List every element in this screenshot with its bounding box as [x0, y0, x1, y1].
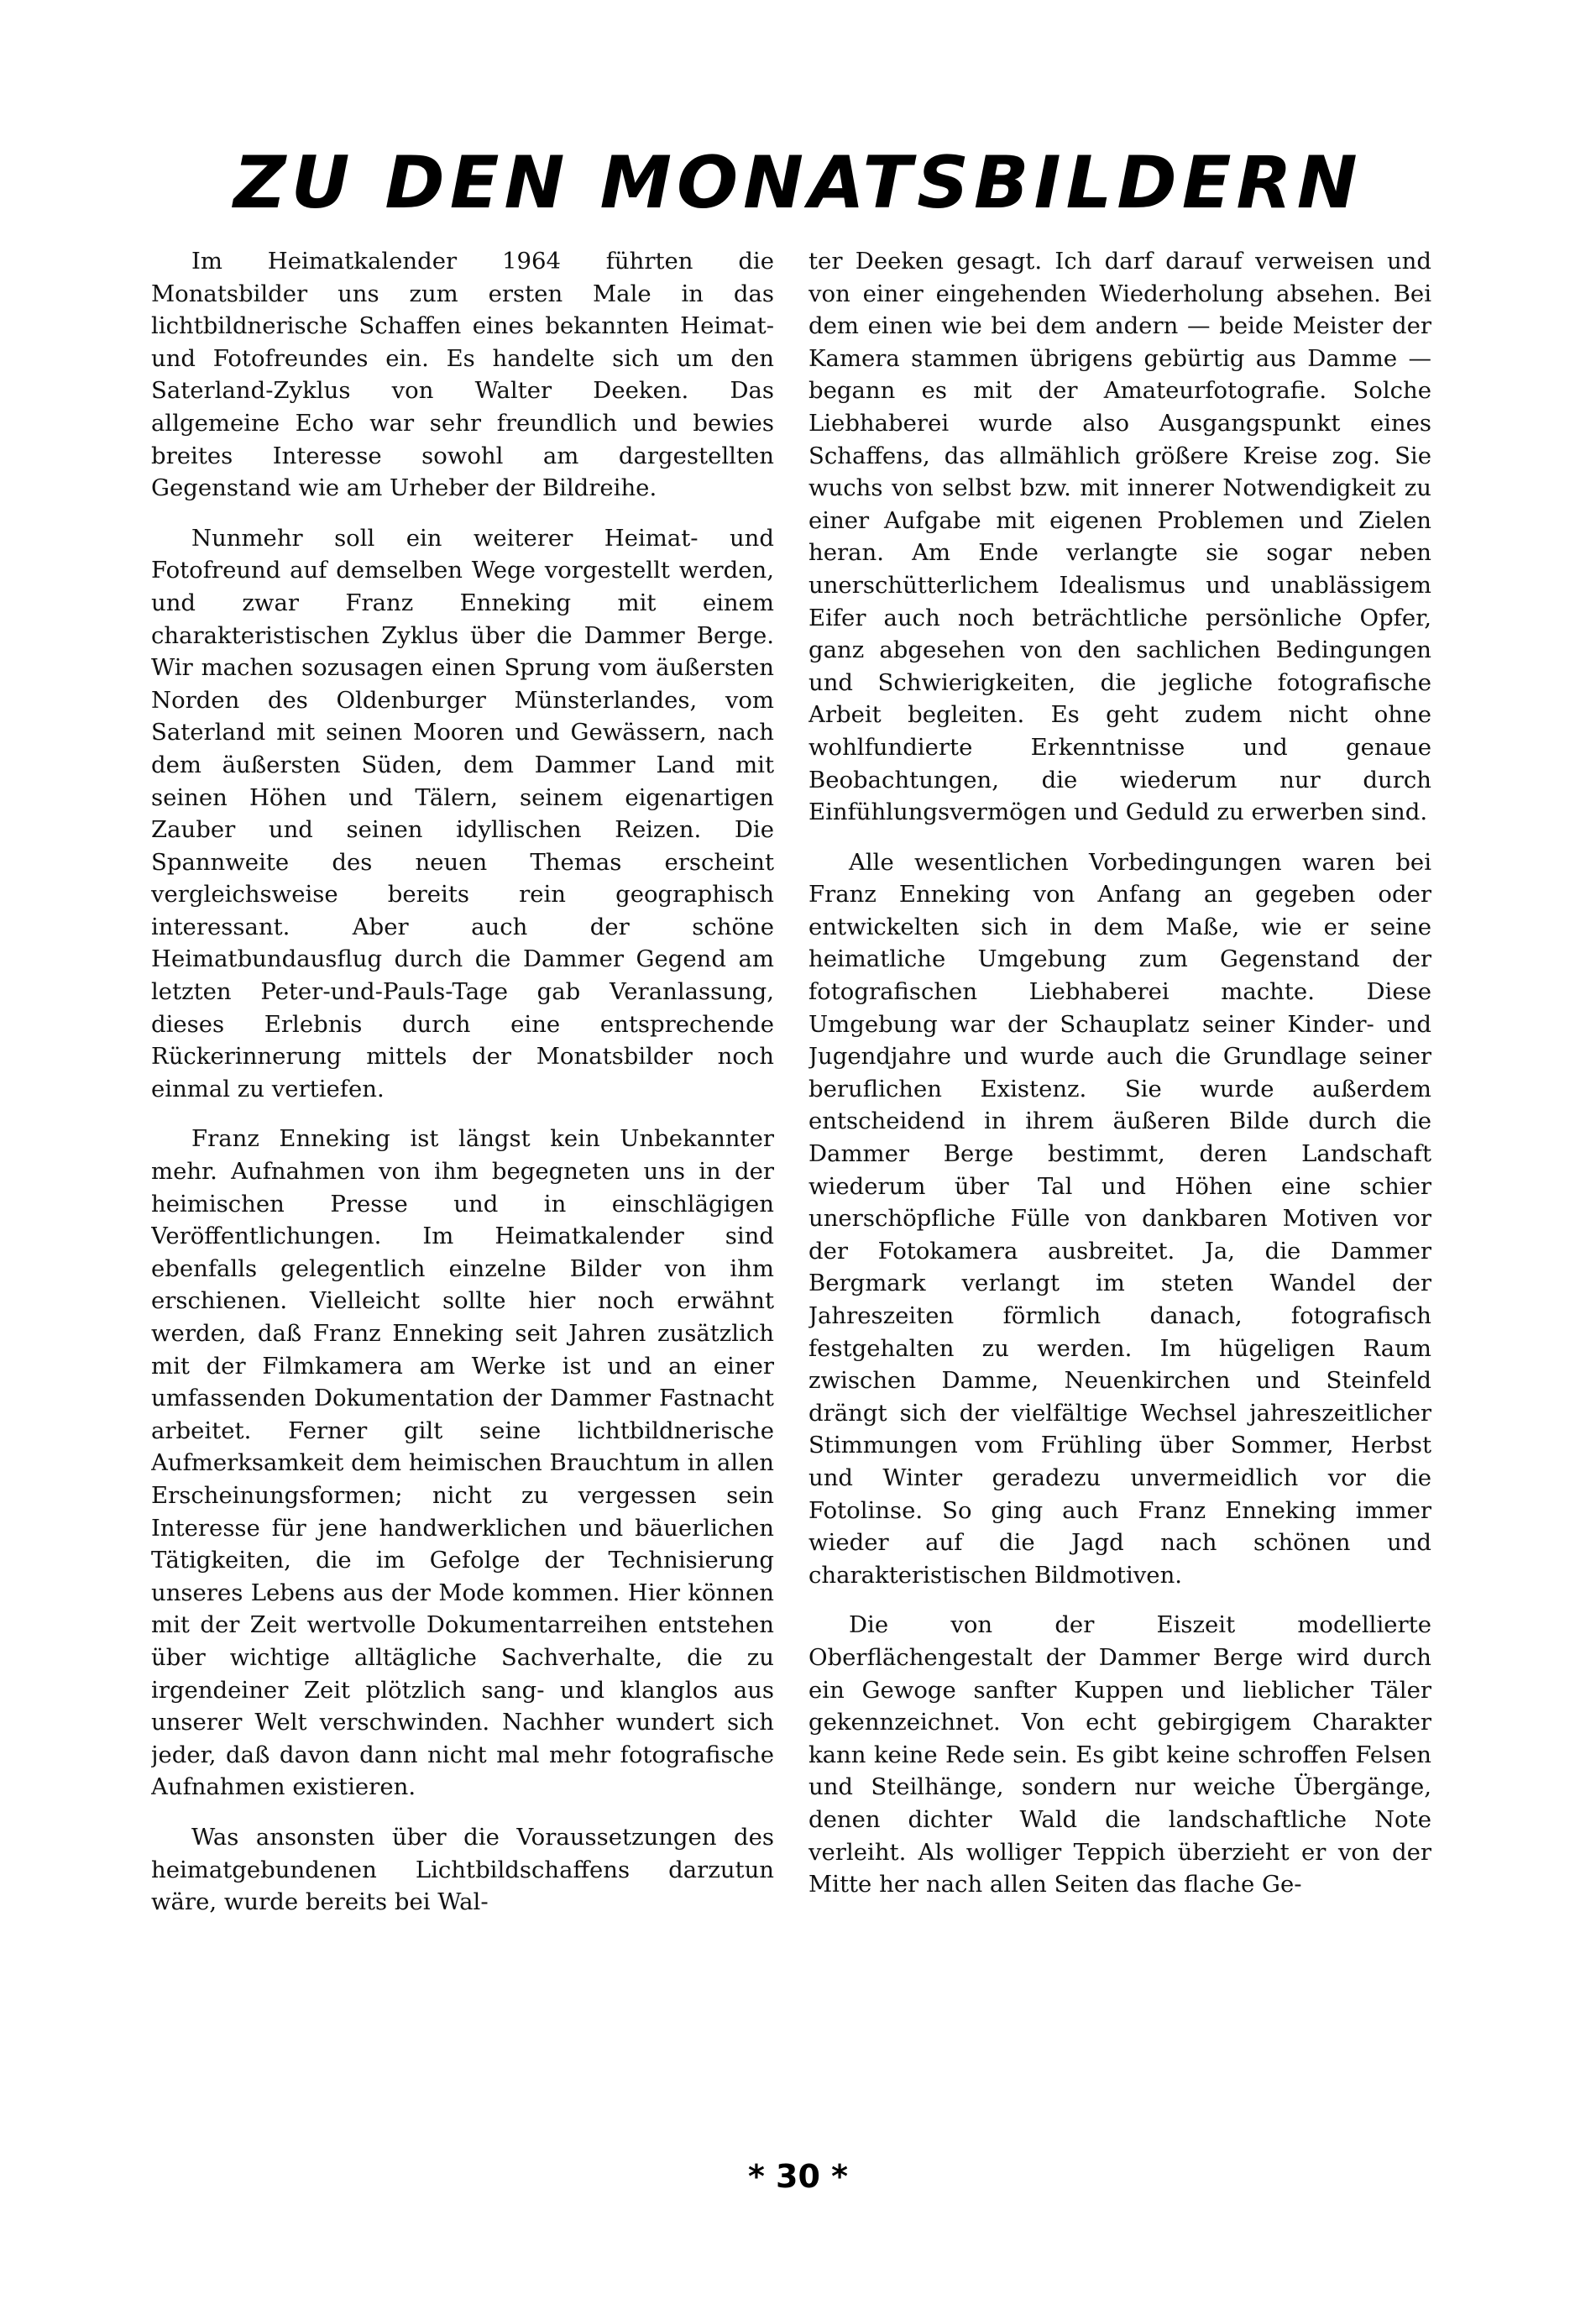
- paragraph: Die von der Eiszeit modellierte Oberflächengestalt der Dammer Berge wird durch ein Gewoge sanfter Kuppen und lieblicher Täler gekennzeichnet. Von echt gebirgigem Charakter kann keine Rede sein. Es gibt keine schroffen Felsen und Steilhänge, sondern nur weiche Übergänge, denen dichter Wald die landschaftliche Note verleiht. Als wolliger Teppich überzieht er von der Mitte her nach allen Seiten das flache Ge-: [808, 1611, 1431, 1898]
- page-number: * 30 *: [747, 2158, 849, 2195]
- paragraph: Franz Enneking ist längst kein Unbekannter mehr. Aufnahmen von ihm begegneten uns in der heimischen Presse und in einschlägigen Veröffentlichungen. Im Heimatkalender sind ebenfalls gelegentlich einzelne Bilder von ihm erschienen. Vielleicht sollte hier noch erwähnt werden, daß Franz Enneking seit Jahren zusätzlich mit der Filmkamera am Werke ist und an einer umfassenden Dokumentation der Dammer Fastnacht arbeitet. Ferner gilt seine lichtbildnerische Aufmerksamkeit dem heimischen Brauchtum in allen Erscheinungsformen; nicht zu vergessen sein Interesse für jene handwerklichen und bäuerlichen Tätigkeiten, die im Gefolge der Technisierung unseres Lebens aus der Mode kommen. Hier können mit der Zeit wertvolle Dokumentarreihen entstehen über wichtige alltägliche Sachverhalte, die zu irgendeiner Zeit plötzlich sang- und klanglos aus unserer Welt verschwinden. Nachher wundert sich jeder, daß davon dann nicht mal mehr fotografische Aufnahmen existieren.: [151, 1125, 774, 1801]
- paragraph: Was ansonsten über die Voraussetzungen des heimatgebundenen Lichtbildschaffens darzutun wäre, wurde bereits bei Wal-: [151, 1823, 774, 1916]
- paragraph: Nunmehr soll ein weiterer Heimat- und Fotofreund auf demselben Wege vorgestellt werden, und zwar Franz Enneking mit einem charakteristischen Zyklus über die Dammer Berge. Wir machen sozusagen einen Sprung vom äußersten Norden des Oldenburger Münsterlandes, vom Saterland mit seinen Mooren und Gewässern, nach dem äußersten Süden, dem Dammer Land mit seinen Höhen und Tälern, seinem eigenartigen Zauber und seinen idyllischen Reizen. Die Spannweite des neuen Themas erscheint vergleichsweise bereits rein geographisch interessant. Aber auch der schöne Heimatbundausflug durch die Dammer Gegend am letzten Peter-und-Pauls-Tage gab Veranlassung, dieses Erlebnis durch eine entsprechende Rückerinnerung mittels der Monatsbilder noch einmal zu vertiefen.: [151, 524, 774, 1102]
- text-columns: [151, 245, 1431, 2143]
- paragraph: ter Deeken gesagt. Ich darf darauf verweisen und von einer eingehenden Wiederholung absehen. Bei dem einen wie bei dem andern — beide Meister der Kamera stammen übrigens gebürtig aus Damme — begann es mit der Amateurfotografie. Solche Liebhaberei wurde also Ausgangspunkt eines Schaffens, das allmählich größere Kreise zog. Sie wuchs von selbst bzw. mit innerer Notwendigkeit zu einer Aufgabe mit eigenen Problemen und Zielen heran. Am Ende verlangte sie sogar neben unerschütterlichem Idealismus und unablässigem Eifer auch noch beträchtliche persönliche Opfer, ganz abgesehen von den sachlichen Bedingungen und Schwierigkeiten, die jegliche fotografische Arbeit begleiten. Es geht zudem nicht ohne wohlfundierte Erkenntnisse und genaue Beobachtungen, die wiederum nur durch Einfühlungsvermögen und Geduld zu erwerben sind.: [808, 248, 1431, 826]
- page-title: ZU DEN MONATSBILDERN: [233, 141, 1363, 225]
- paragraph: Im Heimatkalender 1964 führten die Monatsbilder uns zum ersten Male in das lichtbildnerische Schaffen eines bekannten Heimat- und Fotofreundes ein. Es handelte sich um den Saterland-Zyklus von Walter Deeken. Das allgemeine Echo war sehr freundlich und bewies breites Interesse sowohl am dargestellten Gegenstand wie am Urheber der Bildreihe.: [151, 248, 774, 502]
- right-column: [808, 245, 1431, 2143]
- left-column: [151, 245, 774, 2143]
- paragraph: Alle wesentlichen Vorbedingungen waren bei Franz Enneking von Anfang an gegeben oder entwickelten sich in dem Maße, wie er seine heimatliche Umgebung zum Gegenstand der fotografischen Liebhaberei machte. Diese Umgebung war der Schauplatz seiner Kinder- und Jugendjahre und wurde auch die Grundlage seiner beruflichen Existenz. Sie wurde außerdem entscheidend in ihrem äußeren Bilde durch die Dammer Berge bestimmt, deren Landschaft wiederum über Tal und Höhen eine schier unerschöpfliche Fülle von dankbaren Motiven vor der Fotokamera ausbreitet. Ja, die Dammer Bergmark verlangt im steten Wandel der Jahreszeiten förmlich danach, fotografisch festgehalten zu werden. Im hügeligen Raum zwischen Damme, Neuenkirchen und Steinfeld drängt sich der vielfältige Wechsel jahreszeitlicher Stimmungen vom Frühling über Sommer, Herbst und Winter geradezu unvermeidlich vor die Fotolinse. So ging auch Franz Enneking immer wieder auf die Jagd nach schönen und charakteristischen Bildmotiven.: [808, 848, 1431, 1589]
